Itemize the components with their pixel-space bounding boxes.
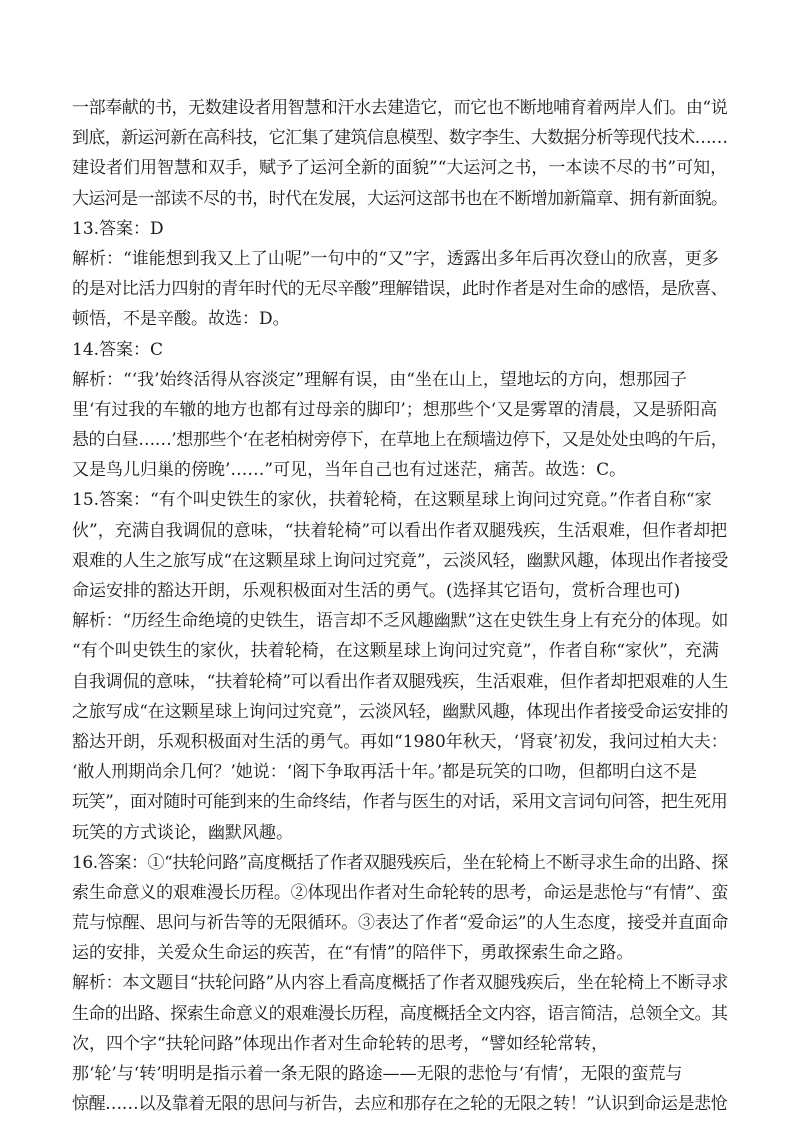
text-line: 解析：“‘我’始终活得从容淡定”理解有误，由“坐在山上，望地坛的方向，想那园子 — [72, 369, 687, 390]
text-line: 次，四个字“扶轮问路”体现出作者对生命轮转的思考，“譬如经轮常转， — [72, 1033, 609, 1054]
text-line: 命运安排的豁达开朗，乐观积极面对生活的勇气。(选择其它语句，赏析合理也可) — [72, 581, 681, 601]
text-line: ‘敝人刑期尚余几何？’她说：‘阁下争取再活十年。’都是玩笑的口吻，但都明白这不是 — [72, 762, 698, 783]
text-line: 悬的白昼……’想那些个‘在老柏树旁停下，在草地上在颓墙边停下，又是处处虫鸣的午后， — [72, 430, 728, 451]
text-line: 伙”，充满自我调侃的意味，“扶着轮椅”可以看出作者双腿残疾，生活艰难，但作者却把 — [72, 520, 728, 541]
text-line: 荒与惊醒、思问与祈告等的无限循环。③表达了作者“爱命运”的人生态度，接受并直面命 — [72, 913, 728, 934]
text-line: 自我调侃的意味，“扶着轮椅”可以看出作者双腿残疾，生活艰难，但作者却把艰难的人生 — [72, 671, 728, 692]
text-line: 玩笑”，面对随时可能到来的生命终结，作者与医生的对话，采用文言词句问答，把生死用 — [72, 792, 728, 813]
text-line: 里‘有过我的车辙的地方也都有过母亲的脚印’；想那些个‘又是雾罩的清晨，又是骄阳高 — [72, 399, 718, 420]
text-line: 惊醒……以及靠着无限的思问与祈告，去应和那存在之轮的无限之转！”认识到命运是悲怆 — [72, 1094, 728, 1115]
text-line: 的是对比活力四射的青年时代的无尽辛酸”理解错误，此时作者是对生命的感悟，是欣喜、 — [72, 279, 728, 300]
text-line: 顿悟，不是辛酸。故选：D。 — [72, 309, 290, 330]
text-line: 14.答案：C — [72, 339, 164, 360]
text-line: 解析：“谁能想到我又上了山呢”一句中的“又”字，透露出多年后再次登山的欣喜，更多 — [72, 248, 719, 269]
text-line: 生命的出路、探索生命意义的艰难漫长历程，高度概括全文内容，语言简洁，总领全文。其 — [72, 1003, 728, 1024]
text-line: 解析：“历经生命绝境的史铁生，语言却不乏风趣幽默”这在史铁生身上有充分的体现。如 — [72, 611, 728, 632]
text-line: 到底，新运河新在高科技，它汇集了建筑信息模型、数字李生、大数据分析等现代技术…… — [72, 128, 728, 149]
text-line: 13.答案：D — [72, 218, 164, 239]
text-line: “有个叫史铁生的家伙，扶着轮椅，在这颗星球上询问过究竟”，作者自称“家伙”，充满 — [72, 641, 719, 662]
text-line: 又是鸟儿归巢的傍晚’……”可见，当年自己也有过迷茫，痛苦。故选：C。 — [72, 460, 627, 481]
text-line: 运的安排，关爱众生命运的疾苦，在“有情”的陪伴下，勇敢探索生命之路。 — [72, 943, 634, 964]
text-line: 索生命意义的艰难漫长历程。②体现出作者对生命轮转的思考，命运是悲怆与“有情”、蛮 — [72, 882, 728, 903]
answer-explanation-text — [72, 93, 728, 1119]
text-line: 那‘轮’与‘转’明明是指示着一条无限的路途——无限的悲怆与‘有情’，无限的蛮荒与 — [72, 1064, 683, 1084]
text-line: 建设者们用智慧和双手，赋予了运河全新的面貌”“大运河之书，一本读不尽的书”可知， — [72, 158, 728, 179]
text-line: 16.答案：①“扶轮问路”高度概括了作者双腿残疾后，坐在轮椅上不断寻求生命的出路、探 — [72, 852, 728, 873]
text-line: 豁达开朗，乐观积极面对生活的勇气。再如“1980年秋天，‘肾衰’初发，我问过柏大夫： — [72, 731, 728, 752]
text-line: 之旅写成“在这颗星球上询问过究竟”，云淡风轻，幽默风趣，体现出作者接受命运安排的 — [72, 701, 728, 722]
text-line: 艰难的人生之旅写成“在这颗星球上询问过究竟”，云淡风轻，幽默风趣，体现出作者接受 — [72, 550, 728, 571]
text-line: 解析：本文题目“扶轮问路”从内容上看高度概括了作者双腿残疾后，坐在轮椅上不断寻求 — [72, 973, 728, 994]
text-line: 玩笑的方式谈论，幽默风趣。 — [72, 822, 293, 843]
text-line: 大运河是一部读不尽的书，时代在发展，大运河这部书也在不断增加新篇章、拥有新面貌。 — [72, 188, 728, 209]
text-line: 15.答案：“有个叫史铁生的家伙，扶着轮椅，在这颗星球上询问过究竟。”作者自称“家 — [72, 490, 712, 511]
text-line: 一部奉献的书，无数建设者用智慧和汗水去建造它，而它也不断地哺育着两岸人们。由“说 — [72, 98, 728, 118]
